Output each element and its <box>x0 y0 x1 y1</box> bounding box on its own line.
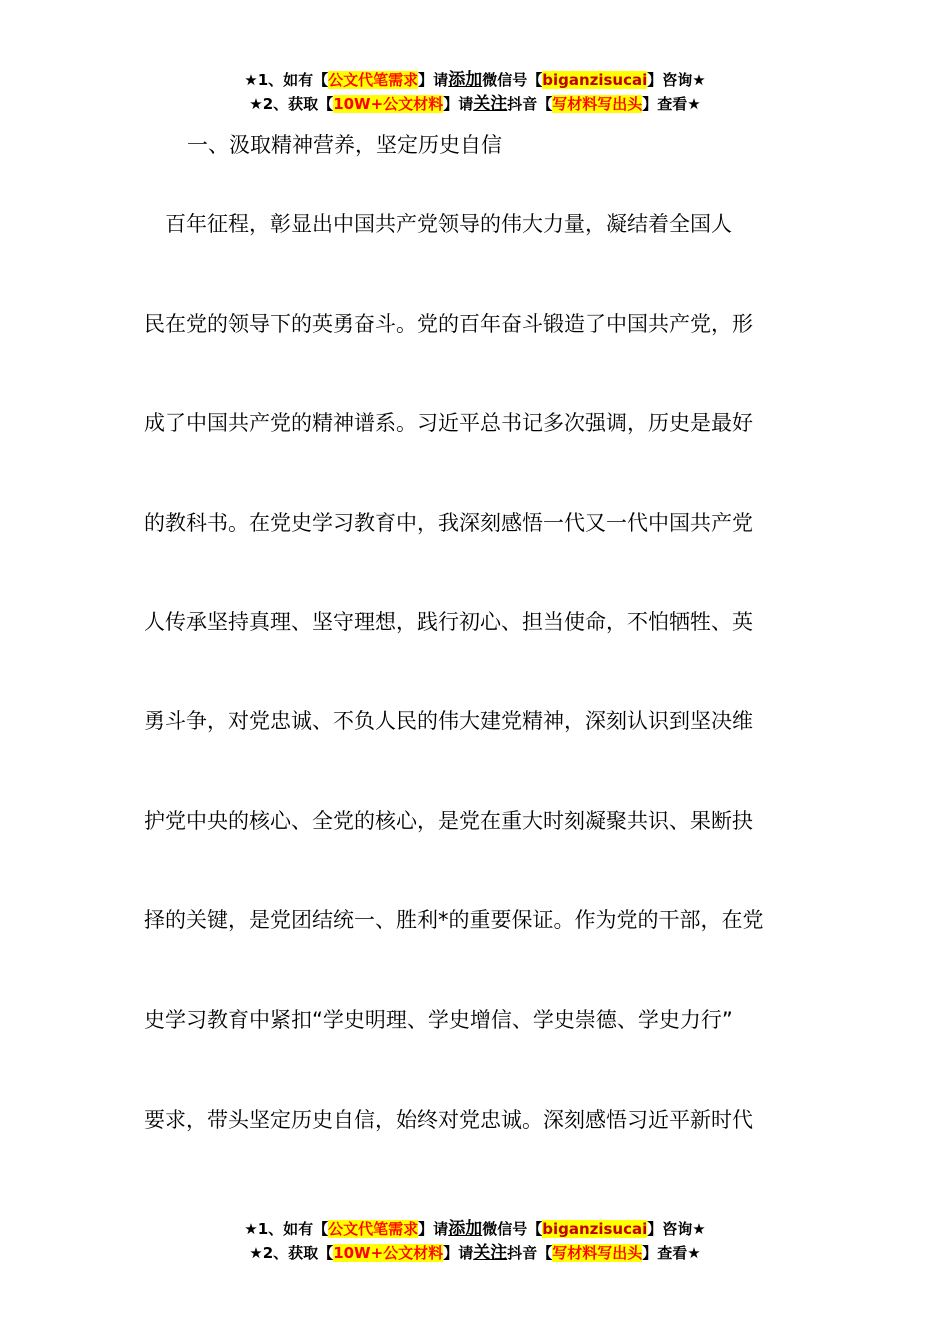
promo-emphasis: 添加 <box>448 70 483 90</box>
promo-text: 】查看★ <box>642 95 701 113</box>
promo-text: ★1、如有【 <box>244 71 329 89</box>
promo-highlight: 公文代笔需求 <box>328 71 419 89</box>
promo-text: 】请 <box>443 1244 474 1262</box>
body-text-line: 护党中央的核心、全党的核心，是党在重大时刻凝聚共识、果断抉 <box>144 809 753 833</box>
promo-footer <box>0 1217 950 1265</box>
promo-emphasis: 关注 <box>473 94 508 114</box>
body-text-line: 民在党的领导下的英勇奋斗。党的百年奋斗锻造了中国共产党，形 <box>144 312 753 336</box>
promo-text: 】查看★ <box>642 1244 701 1262</box>
body-text-line: 成了中国共产党的精神谱系。习近平总书记多次强调，历史是最好 <box>144 411 753 435</box>
promo-highlight: 公文代笔需求 <box>328 1220 419 1238</box>
body-text-line: 的教科书。在党史学习教育中，我深刻感悟一代又一代中国共产党 <box>144 511 753 535</box>
wechat-id: biganzisucai <box>542 71 648 89</box>
promo-line-2 <box>0 92 950 116</box>
promo-text: 抖音【 <box>507 1244 553 1262</box>
promo-text: 】请 <box>418 1220 449 1238</box>
promo-header <box>0 68 950 116</box>
promo-text: 】咨询★ <box>647 71 706 89</box>
section-heading: 一、汲取精神营养，坚定历史自信 <box>187 133 502 157</box>
promo-text: 】请 <box>418 71 449 89</box>
promo-highlight: 10W+公文材料 <box>333 1244 444 1262</box>
promo-text: 抖音【 <box>507 95 553 113</box>
douyin-account: 写材料写出头 <box>552 1244 643 1262</box>
promo-text: 微信号【 <box>482 1220 543 1238</box>
promo-text: ★2、获取【 <box>249 95 334 113</box>
promo-text: 】请 <box>443 95 474 113</box>
body-text-line: 人传承坚持真理、坚守理想，践行初心、担当使命，不怕牺牲、英 <box>144 610 753 634</box>
promo-line-1 <box>0 1217 950 1241</box>
body-text-line: 要求，带头坚定历史自信，始终对党忠诚。深刻感悟习近平新时代 <box>144 1108 753 1132</box>
promo-emphasis: 添加 <box>448 1219 483 1239</box>
douyin-account: 写材料写出头 <box>552 95 643 113</box>
body-text-line: 勇斗争，对党忠诚、不负人民的伟大建党精神，深刻认识到坚决维 <box>144 709 753 733</box>
promo-line-1 <box>0 68 950 92</box>
promo-text: 】咨询★ <box>647 1220 706 1238</box>
promo-line-2 <box>0 1241 950 1265</box>
promo-text: ★1、如有【 <box>244 1220 329 1238</box>
body-text-line: 史学习教育中紧扣“学史明理、学史增信、学史崇德、学史力行” <box>144 1008 733 1032</box>
body-text-line: 择的关键，是党团结统一、胜利*的重要保证。作为党的干部，在党 <box>144 908 764 932</box>
wechat-id: biganzisucai <box>542 1220 648 1238</box>
body-text-line: 百年征程，彰显出中国共产党领导的伟大力量，凝结着全国人 <box>144 212 732 236</box>
promo-highlight: 10W+公文材料 <box>333 95 444 113</box>
promo-text: 微信号【 <box>482 71 543 89</box>
promo-text: ★2、获取【 <box>249 1244 334 1262</box>
promo-emphasis: 关注 <box>473 1243 508 1263</box>
